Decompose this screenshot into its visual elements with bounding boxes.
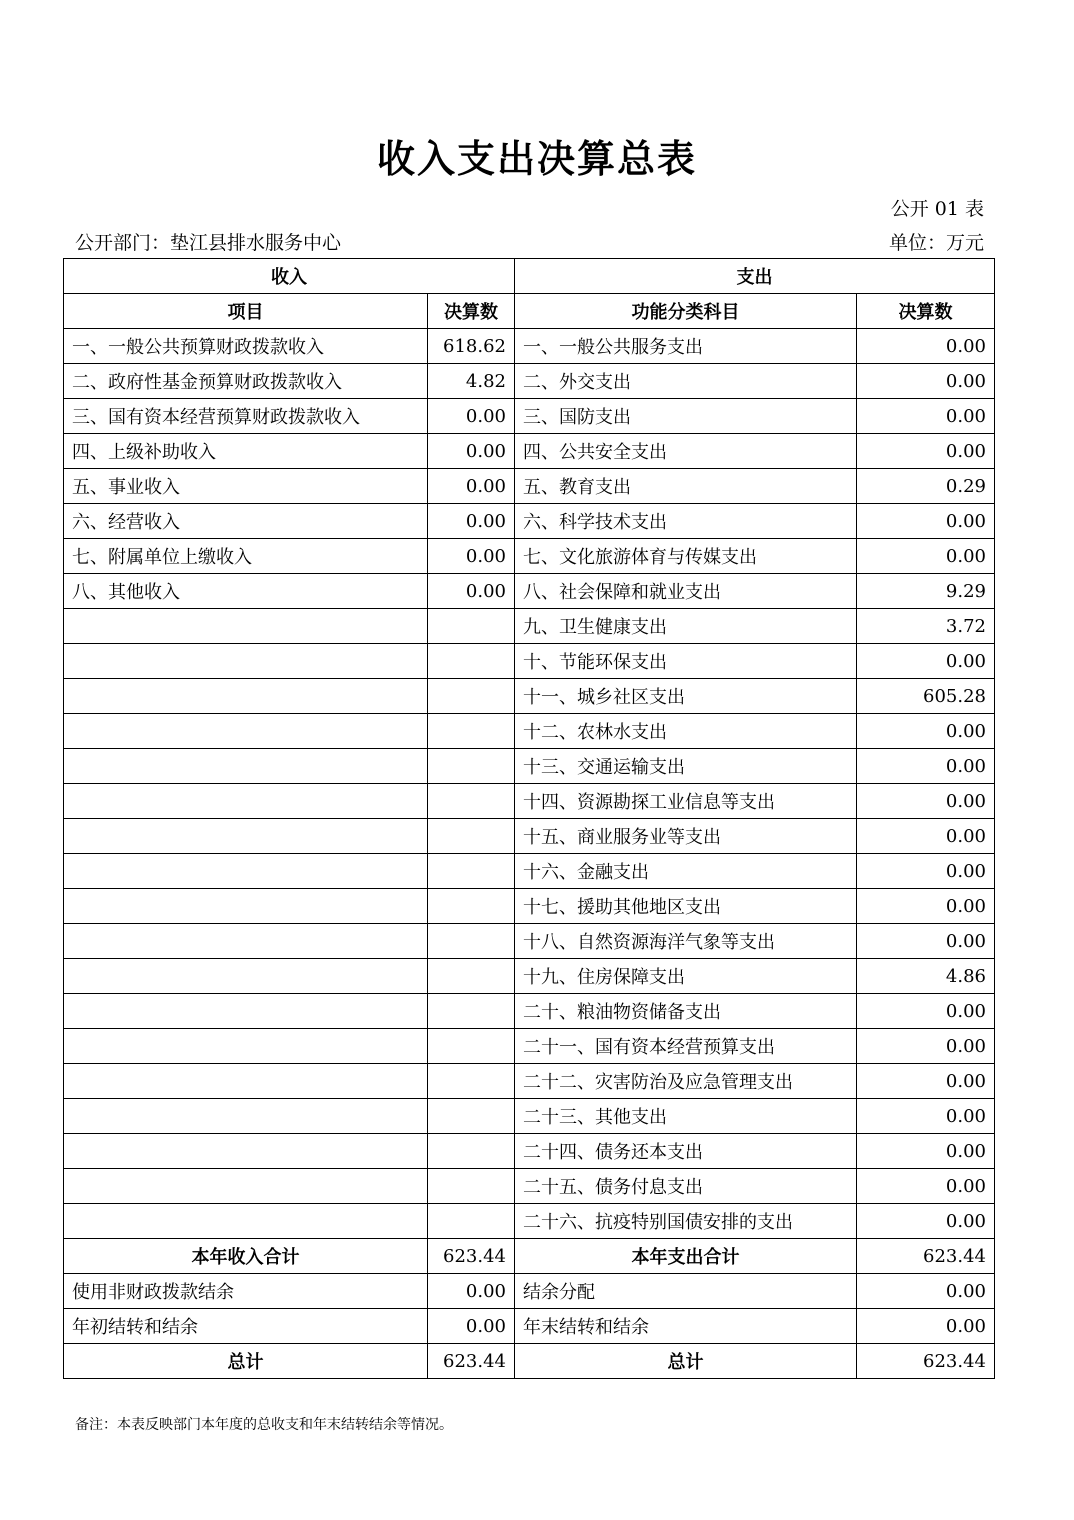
amount2-header: 决算数 — [857, 294, 995, 329]
expense-item-label: 十三、交通运输支出 — [515, 749, 857, 784]
nonfiscal-label: 使用非财政拨款结余 — [64, 1274, 428, 1309]
income-item-value: 4.82 — [428, 364, 515, 399]
empty-cell — [64, 1064, 428, 1099]
income-item-value: 0.00 — [428, 539, 515, 574]
table-row — [64, 854, 995, 889]
grand-total-row — [64, 1344, 995, 1379]
expense-item-value: 0.00 — [857, 504, 995, 539]
expense-item-label: 二十二、灾害防治及应急管理支出 — [515, 1064, 857, 1099]
page-title: 收入支出决算总表 — [376, 137, 697, 181]
grand-total-expense-label: 总计 — [515, 1344, 857, 1379]
empty-cell — [428, 994, 515, 1029]
expense-item-value: 0.00 — [857, 1204, 995, 1239]
expense-item-label: 七、文化旅游体育与传媒支出 — [515, 539, 857, 574]
table-row — [64, 399, 995, 434]
income-item-label: 八、其他收入 — [64, 574, 428, 609]
expense-item-value: 0.00 — [857, 784, 995, 819]
table-row — [64, 819, 995, 854]
empty-cell — [64, 819, 428, 854]
income-expense-table — [63, 258, 995, 1379]
income-item-label: 五、事业收入 — [64, 469, 428, 504]
empty-cell — [428, 679, 515, 714]
empty-cell — [64, 994, 428, 1029]
department-label: 公开部门：垫江县排水服务中心 — [75, 232, 342, 254]
table-row — [64, 1134, 995, 1169]
expense-item-value: 0.00 — [857, 714, 995, 749]
expense-total-value: 623.44 — [857, 1239, 995, 1274]
empty-cell — [64, 924, 428, 959]
expense-item-label: 二十四、债务还本支出 — [515, 1134, 857, 1169]
balance-row — [64, 1274, 995, 1309]
total-row — [64, 1239, 995, 1274]
expense-item-value: 0.00 — [857, 749, 995, 784]
income-item-label: 四、上级补助收入 — [64, 434, 428, 469]
grand-total-expense-value: 623.44 — [857, 1344, 995, 1379]
expense-item-label: 十一、城乡社区支出 — [515, 679, 857, 714]
expense-item-value: 0.00 — [857, 644, 995, 679]
empty-cell — [64, 1169, 428, 1204]
empty-cell — [64, 609, 428, 644]
expense-item-value: 0.00 — [857, 1064, 995, 1099]
table-row — [64, 1029, 995, 1064]
expense-item-label: 二、外交支出 — [515, 364, 857, 399]
footnote: 备注：本表反映部门本年度的总收支和年末结转结余等情况。 — [75, 1417, 453, 1433]
surplus-distribution-label: 结余分配 — [515, 1274, 857, 1309]
expense-item-label: 十五、商业服务业等支出 — [515, 819, 857, 854]
empty-cell — [64, 1099, 428, 1134]
header-row-group — [64, 259, 995, 294]
table-code: 公开 01 表 — [890, 198, 984, 220]
expense-item-label: 十七、援助其他地区支出 — [515, 889, 857, 924]
expense-item-value: 0.00 — [857, 854, 995, 889]
empty-cell — [428, 644, 515, 679]
expense-item-value: 0.00 — [857, 329, 995, 364]
income-item-label: 六、经营收入 — [64, 504, 428, 539]
expense-item-value: 0.00 — [857, 924, 995, 959]
table-row — [64, 1099, 995, 1134]
expense-item-label: 二十五、债务付息支出 — [515, 1169, 857, 1204]
empty-cell — [64, 1134, 428, 1169]
table-row — [64, 504, 995, 539]
expense-item-value: 0.29 — [857, 469, 995, 504]
expense-item-label: 六、科学技术支出 — [515, 504, 857, 539]
empty-cell — [64, 854, 428, 889]
table-row — [64, 924, 995, 959]
income-item-label: 七、附属单位上缴收入 — [64, 539, 428, 574]
expense-item-value: 0.00 — [857, 819, 995, 854]
expense-item-label: 十、节能环保支出 — [515, 644, 857, 679]
expense-item-value: 0.00 — [857, 364, 995, 399]
income-item-value: 0.00 — [428, 469, 515, 504]
expense-item-label: 十四、资源勘探工业信息等支出 — [515, 784, 857, 819]
expense-item-value: 0.00 — [857, 1169, 995, 1204]
empty-cell — [428, 749, 515, 784]
empty-cell — [64, 714, 428, 749]
expense-item-label: 二十、粮油物资储备支出 — [515, 994, 857, 1029]
expense-item-value: 9.29 — [857, 574, 995, 609]
surplus-distribution-value: 0.00 — [857, 1274, 995, 1309]
expense-item-label: 二十三、其他支出 — [515, 1099, 857, 1134]
table-row — [64, 1169, 995, 1204]
income-item-value: 0.00 — [428, 504, 515, 539]
empty-cell — [428, 889, 515, 924]
income-total-value: 623.44 — [428, 1239, 515, 1274]
empty-cell — [428, 819, 515, 854]
empty-cell — [428, 1169, 515, 1204]
expense-item-value: 0.00 — [857, 1029, 995, 1064]
income-item-label: 三、国有资本经营预算财政拨款收入 — [64, 399, 428, 434]
expense-item-label: 十八、自然资源海洋气象等支出 — [515, 924, 857, 959]
empty-cell — [428, 959, 515, 994]
amount-header: 决算数 — [428, 294, 515, 329]
expense-item-value: 0.00 — [857, 539, 995, 574]
empty-cell — [428, 1204, 515, 1239]
expense-item-label: 十六、金融支出 — [515, 854, 857, 889]
empty-cell — [428, 1099, 515, 1134]
empty-cell — [64, 679, 428, 714]
income-item-label: 一、一般公共预算财政拨款收入 — [64, 329, 428, 364]
expense-item-label: 五、教育支出 — [515, 469, 857, 504]
expense-item-value: 4.86 — [857, 959, 995, 994]
expense-item-label: 八、社会保障和就业支出 — [515, 574, 857, 609]
table-row — [64, 959, 995, 994]
empty-cell — [428, 609, 515, 644]
begin-carryover-value: 0.00 — [428, 1309, 515, 1344]
table-row — [64, 609, 995, 644]
expense-item-label: 四、公共安全支出 — [515, 434, 857, 469]
empty-cell — [64, 1029, 428, 1064]
income-item-label: 二、政府性基金预算财政拨款收入 — [64, 364, 428, 399]
empty-cell — [428, 1134, 515, 1169]
expense-item-value: 605.28 — [857, 679, 995, 714]
expense-item-value: 0.00 — [857, 994, 995, 1029]
empty-cell — [64, 749, 428, 784]
empty-cell — [428, 1029, 515, 1064]
expense-item-label: 二十六、抗疫特别国债安排的支出 — [515, 1204, 857, 1239]
income-item-value: 0.00 — [428, 399, 515, 434]
table-row — [64, 714, 995, 749]
expense-item-value: 0.00 — [857, 399, 995, 434]
expense-item-value: 3.72 — [857, 609, 995, 644]
expense-item-value: 0.00 — [857, 1099, 995, 1134]
empty-cell — [428, 784, 515, 819]
table-row — [64, 364, 995, 399]
empty-cell — [64, 784, 428, 819]
empty-cell — [428, 714, 515, 749]
carryover-row — [64, 1309, 995, 1344]
table-row — [64, 749, 995, 784]
income-total-label: 本年收入合计 — [64, 1239, 428, 1274]
expense-item-label: 三、国防支出 — [515, 399, 857, 434]
expense-header: 支出 — [515, 259, 995, 294]
expense-item-value: 0.00 — [857, 1134, 995, 1169]
table-row — [64, 679, 995, 714]
empty-cell — [428, 1064, 515, 1099]
empty-cell — [64, 959, 428, 994]
expense-total-label: 本年支出合计 — [515, 1239, 857, 1274]
expense-item-label: 十二、农林水支出 — [515, 714, 857, 749]
table-row — [64, 574, 995, 609]
table-row — [64, 889, 995, 924]
income-item-value: 618.62 — [428, 329, 515, 364]
empty-cell — [64, 644, 428, 679]
expense-item-value: 0.00 — [857, 889, 995, 924]
table-row — [64, 1204, 995, 1239]
table-row — [64, 644, 995, 679]
grand-total-income-value: 623.44 — [428, 1344, 515, 1379]
empty-cell — [64, 1204, 428, 1239]
table-row — [64, 539, 995, 574]
table-row — [64, 994, 995, 1029]
end-carryover-label: 年末结转和结余 — [515, 1309, 857, 1344]
unit-label: 单位：万元 — [888, 232, 984, 254]
table-row — [64, 329, 995, 364]
end-carryover-value: 0.00 — [857, 1309, 995, 1344]
income-item-value: 0.00 — [428, 574, 515, 609]
expense-item-label: 二十一、国有资本经营预算支出 — [515, 1029, 857, 1064]
income-header: 收入 — [64, 259, 515, 294]
expense-item-label: 十九、住房保障支出 — [515, 959, 857, 994]
category-header: 功能分类科目 — [515, 294, 857, 329]
grand-total-income-label: 总计 — [64, 1344, 428, 1379]
empty-cell — [428, 854, 515, 889]
expense-item-label: 九、卫生健康支出 — [515, 609, 857, 644]
empty-cell — [64, 889, 428, 924]
table-row — [64, 434, 995, 469]
item-header: 项目 — [64, 294, 428, 329]
header-row-columns — [64, 294, 995, 329]
table-row — [64, 1064, 995, 1099]
expense-item-value: 0.00 — [857, 434, 995, 469]
empty-cell — [428, 924, 515, 959]
table-row — [64, 469, 995, 504]
nonfiscal-value: 0.00 — [428, 1274, 515, 1309]
income-item-value: 0.00 — [428, 434, 515, 469]
table-row — [64, 784, 995, 819]
begin-carryover-label: 年初结转和结余 — [64, 1309, 428, 1344]
expense-item-label: 一、一般公共服务支出 — [515, 329, 857, 364]
